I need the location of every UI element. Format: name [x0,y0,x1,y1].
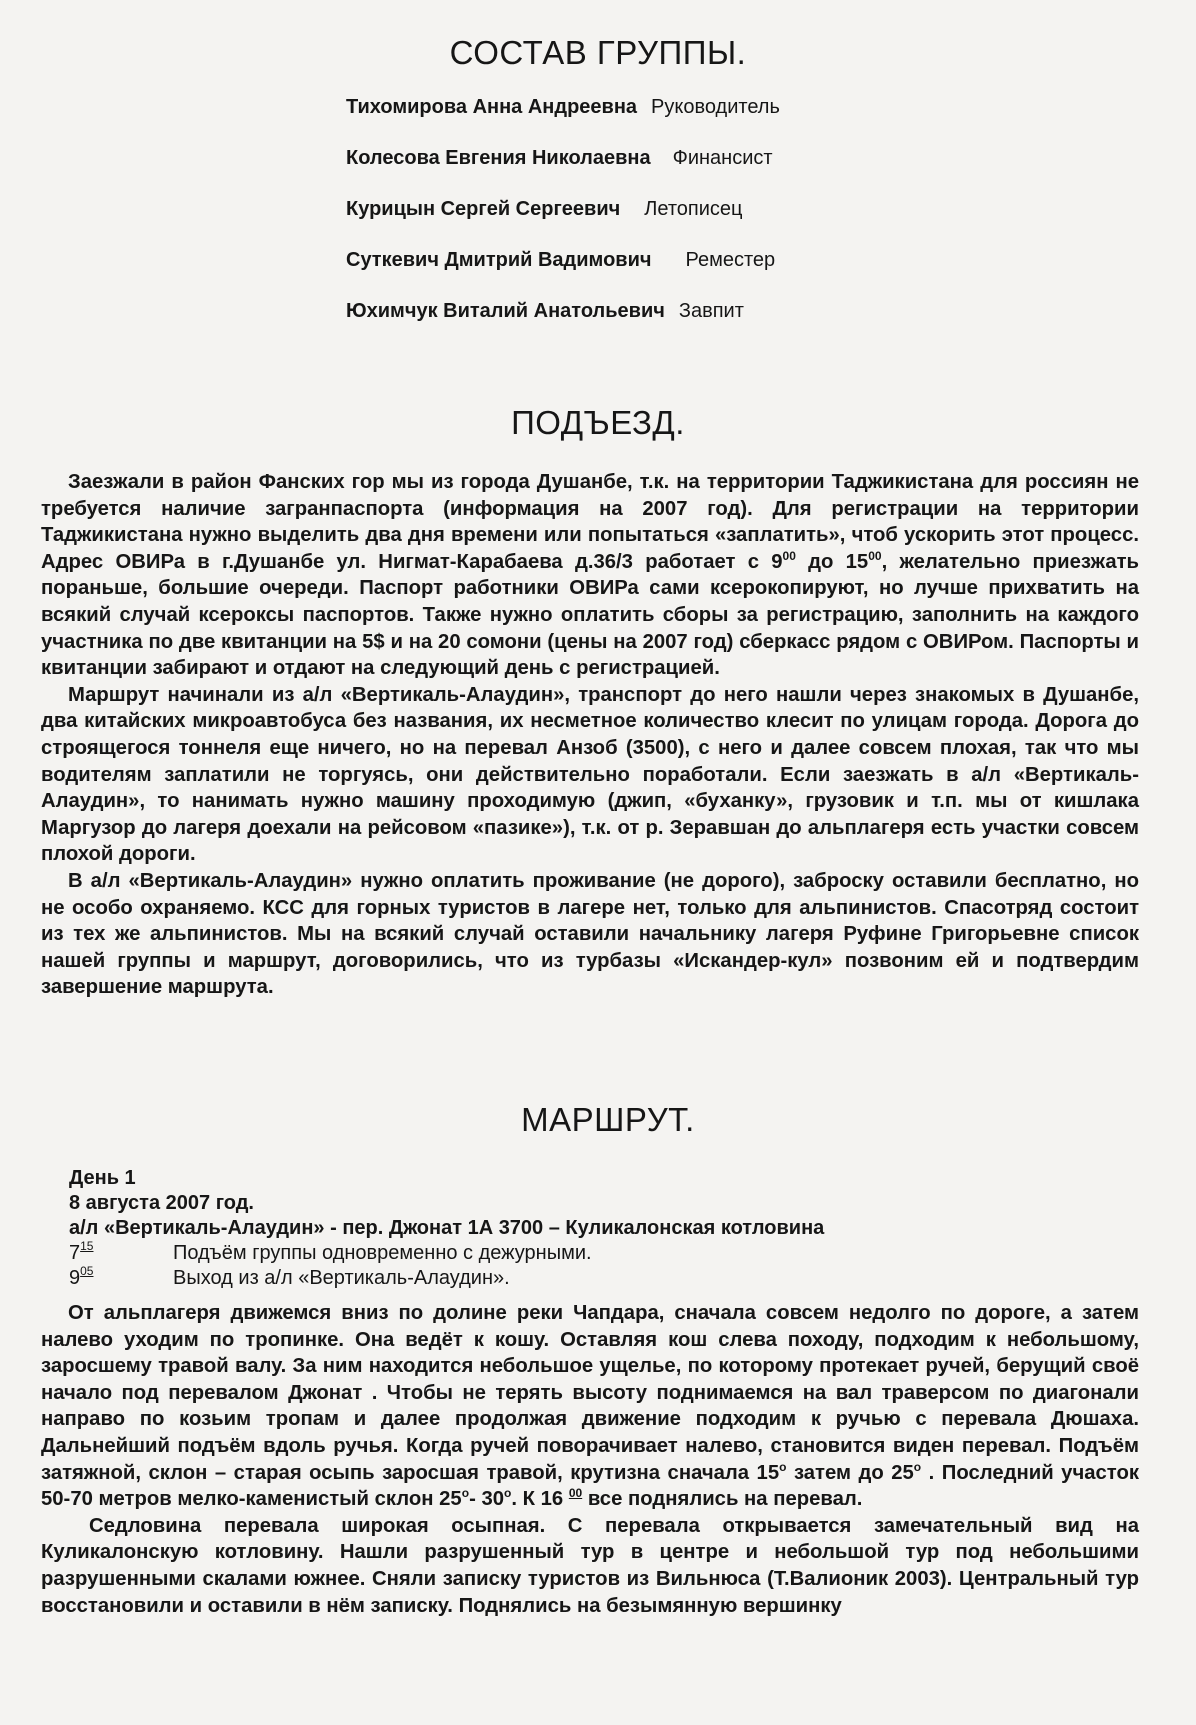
time-superscript: 00 [568,1486,583,1501]
member-role: Руководитель [651,96,780,118]
schedule-hour: 7 [69,1242,81,1264]
member-role: Реместер [685,249,776,271]
member-row [346,198,780,249]
member-role: Завпит [678,300,744,322]
paragraph [41,1300,1139,1513]
paragraph-text: - 30 [469,1488,505,1511]
member-row [346,249,780,300]
day-label: День 1 [69,1167,136,1189]
paragraph [41,469,1139,682]
time-superscript: 00 [782,549,796,564]
day-date: 8 августа 2007 год. [69,1192,254,1214]
paragraph-text: до 15 [795,550,869,573]
schedule-row [69,1241,592,1266]
paragraph-text: , желательно приезжать пораньше, большие очереди. Паспорт работники ОВИРа сами ксерокопируют, но лучше прихватить на всякий случай ксероксы паспортов. Также нужно оплатить сборы за регистрацию, заполнить на каждого участника по две квитанции на 5$ и на 20 сомони (цены на 2007 год) сберкасс рядом с ОВИРом. Паспорты и квитанции забирают и отдают на следующий день с регистрацией. [41,550,1139,680]
degree-sign: o [504,1486,512,1501]
member-row [346,96,780,147]
member-list [346,96,780,351]
paragraph-text: . Последний участок 50-70 метров мелко-каменистый склон 25 [41,1461,1139,1511]
degree-sign: o [461,1486,470,1501]
paragraph-text: . К 16 [511,1488,569,1511]
route-title: МАРШРУТ. [521,1101,695,1138]
day-segment: а/л «Вертикаль-Алаудин» - пер. Джонат 1А 3700 – Куликалонская котловина [69,1217,825,1239]
schedule-text: Подъём группы одновременно с дежурными. [173,1242,592,1264]
schedule-minutes: 15 [80,1239,94,1253]
member-row [346,300,780,351]
paragraph-text: затем до 25 [786,1461,914,1484]
day-header [69,1166,824,1241]
schedule-hour: 9 [69,1267,81,1289]
schedule-row [69,1266,592,1291]
degree-sign: o [913,1459,922,1474]
member-name: Тихомирова Анна Андреевна [346,96,638,118]
member-name: Колесова Евгения Николаевна [346,147,651,169]
transfer-text [41,469,1139,1001]
paragraph: Седловина перевала широкая осыпная. С перевала открывается замечательный вид на Куликалонскую котловину. Нашли разрушенный тур в центре и небольшой тур под небольшими разрушенными скалами южнее. Сняли записку туристов из Вильнюса (Т.Валионик 2003). Центральный тур восстановили и оставили в нём записку. Поднялись на безымянную вершинку [41,1514,1139,1617]
day1-text [41,1300,1139,1619]
paragraph: В а/л «Вертикаль-Алаудин» нужно оплатить проживание (не дорого), заброску оставили бесплатно, но не особо охраняемо. КСС для горных туристов в лагере нет, только для альпинистов. Спасотряд состоит из тех же альпинистов. Мы на всякий случай оставили начальнику лагеря Руфине Григорьевне список нашей группы и маршрут, договорились, что из турбазы «Искандер-кул» позвоним ей и подтвердим завершение маршрута. [41,869,1139,999]
schedule-text: Выход из а/л «Вертикаль-Алаудин». [173,1267,510,1289]
paragraph-text: От альплагеря движемся вниз по долине реки Чапдара, сначала совсем недолго по дороге, а затем налево уходим по тропинке. Она ведёт к кошу. Оставляя кош слева походу, подходим к небольшому, заросшему травой валу. За ним находится небольшое ущелье, по которому протекает ручей, берущий своё начало под перевалом Джонат . Чтобы не терять высоту поднимаемся на вал траверсом по диагонали направо по козьим тропам и далее продолжая движение подходим к ручью с перевала Дюшаха. Дальнейший подъём вдоль ручья. Когда ручей поворачивает налево, становится виден перевал. Подъём затяжной, склон – старая осыпь заросшая травой, крутизна сначала 15 [41,1302,1139,1484]
member-role: Летописец [644,198,743,220]
time-superscript: 00 [868,549,882,564]
member-name: Юхимчук Виталий Анатольевич [346,300,665,322]
member-role: Финансист [672,147,773,169]
paragraph-text: Заезжали в район Фанских гор мы из города Душанбе, т.к. на территории Таджикистана для россиян не требуется наличие загранпаспорта (информация на 2007 год). Для регистрации на территории Таджикистана нужно выделить два дня времени или попытаться «заплатить», чтоб ускорить этот процесс. Адрес ОВИРа в г.Душанбе ул. Нигмат-Карабаева д.36/3 работает с 9 [41,471,1139,573]
schedule [69,1241,592,1291]
member-row [346,147,780,198]
transfer-title: ПОДЪЕЗД. [511,404,685,441]
group-title: СОСТАВ ГРУППЫ. [449,34,747,71]
member-name: Суткевич Дмитрий Вадимович [346,249,652,271]
paragraph-text: все поднялись на перевал. [582,1488,863,1511]
paragraph: Маршрут начинали из а/л «Вертикаль-Алаудин», транспорт до него нашли через знакомых в Душанбе, два китайских микроавтобуса без названия, их несметное количество клесит по улицам города. Дорога до строящегося тоннеля еще ничего, но на перевал Анзоб (3500), с него и далее совсем плохая, так что мы водителям заплатили не торгуясь, они действительно поработали. Если заезжать в а/л «Вертикаль-Алаудин», то нанимать нужно машину проходимую (джип, «буханку», грузовик и т.п. мы от кишлака Маргузор до лагеря доехали на рейсовом «пазике»), т.к. от р. Зеравшан до альплагеря есть участки совсем плохой дороги. [41,683,1139,866]
degree-sign: o [779,1459,787,1474]
member-name: Курицын Сергей Сергеевич [346,198,621,220]
schedule-minutes: 05 [80,1264,94,1278]
